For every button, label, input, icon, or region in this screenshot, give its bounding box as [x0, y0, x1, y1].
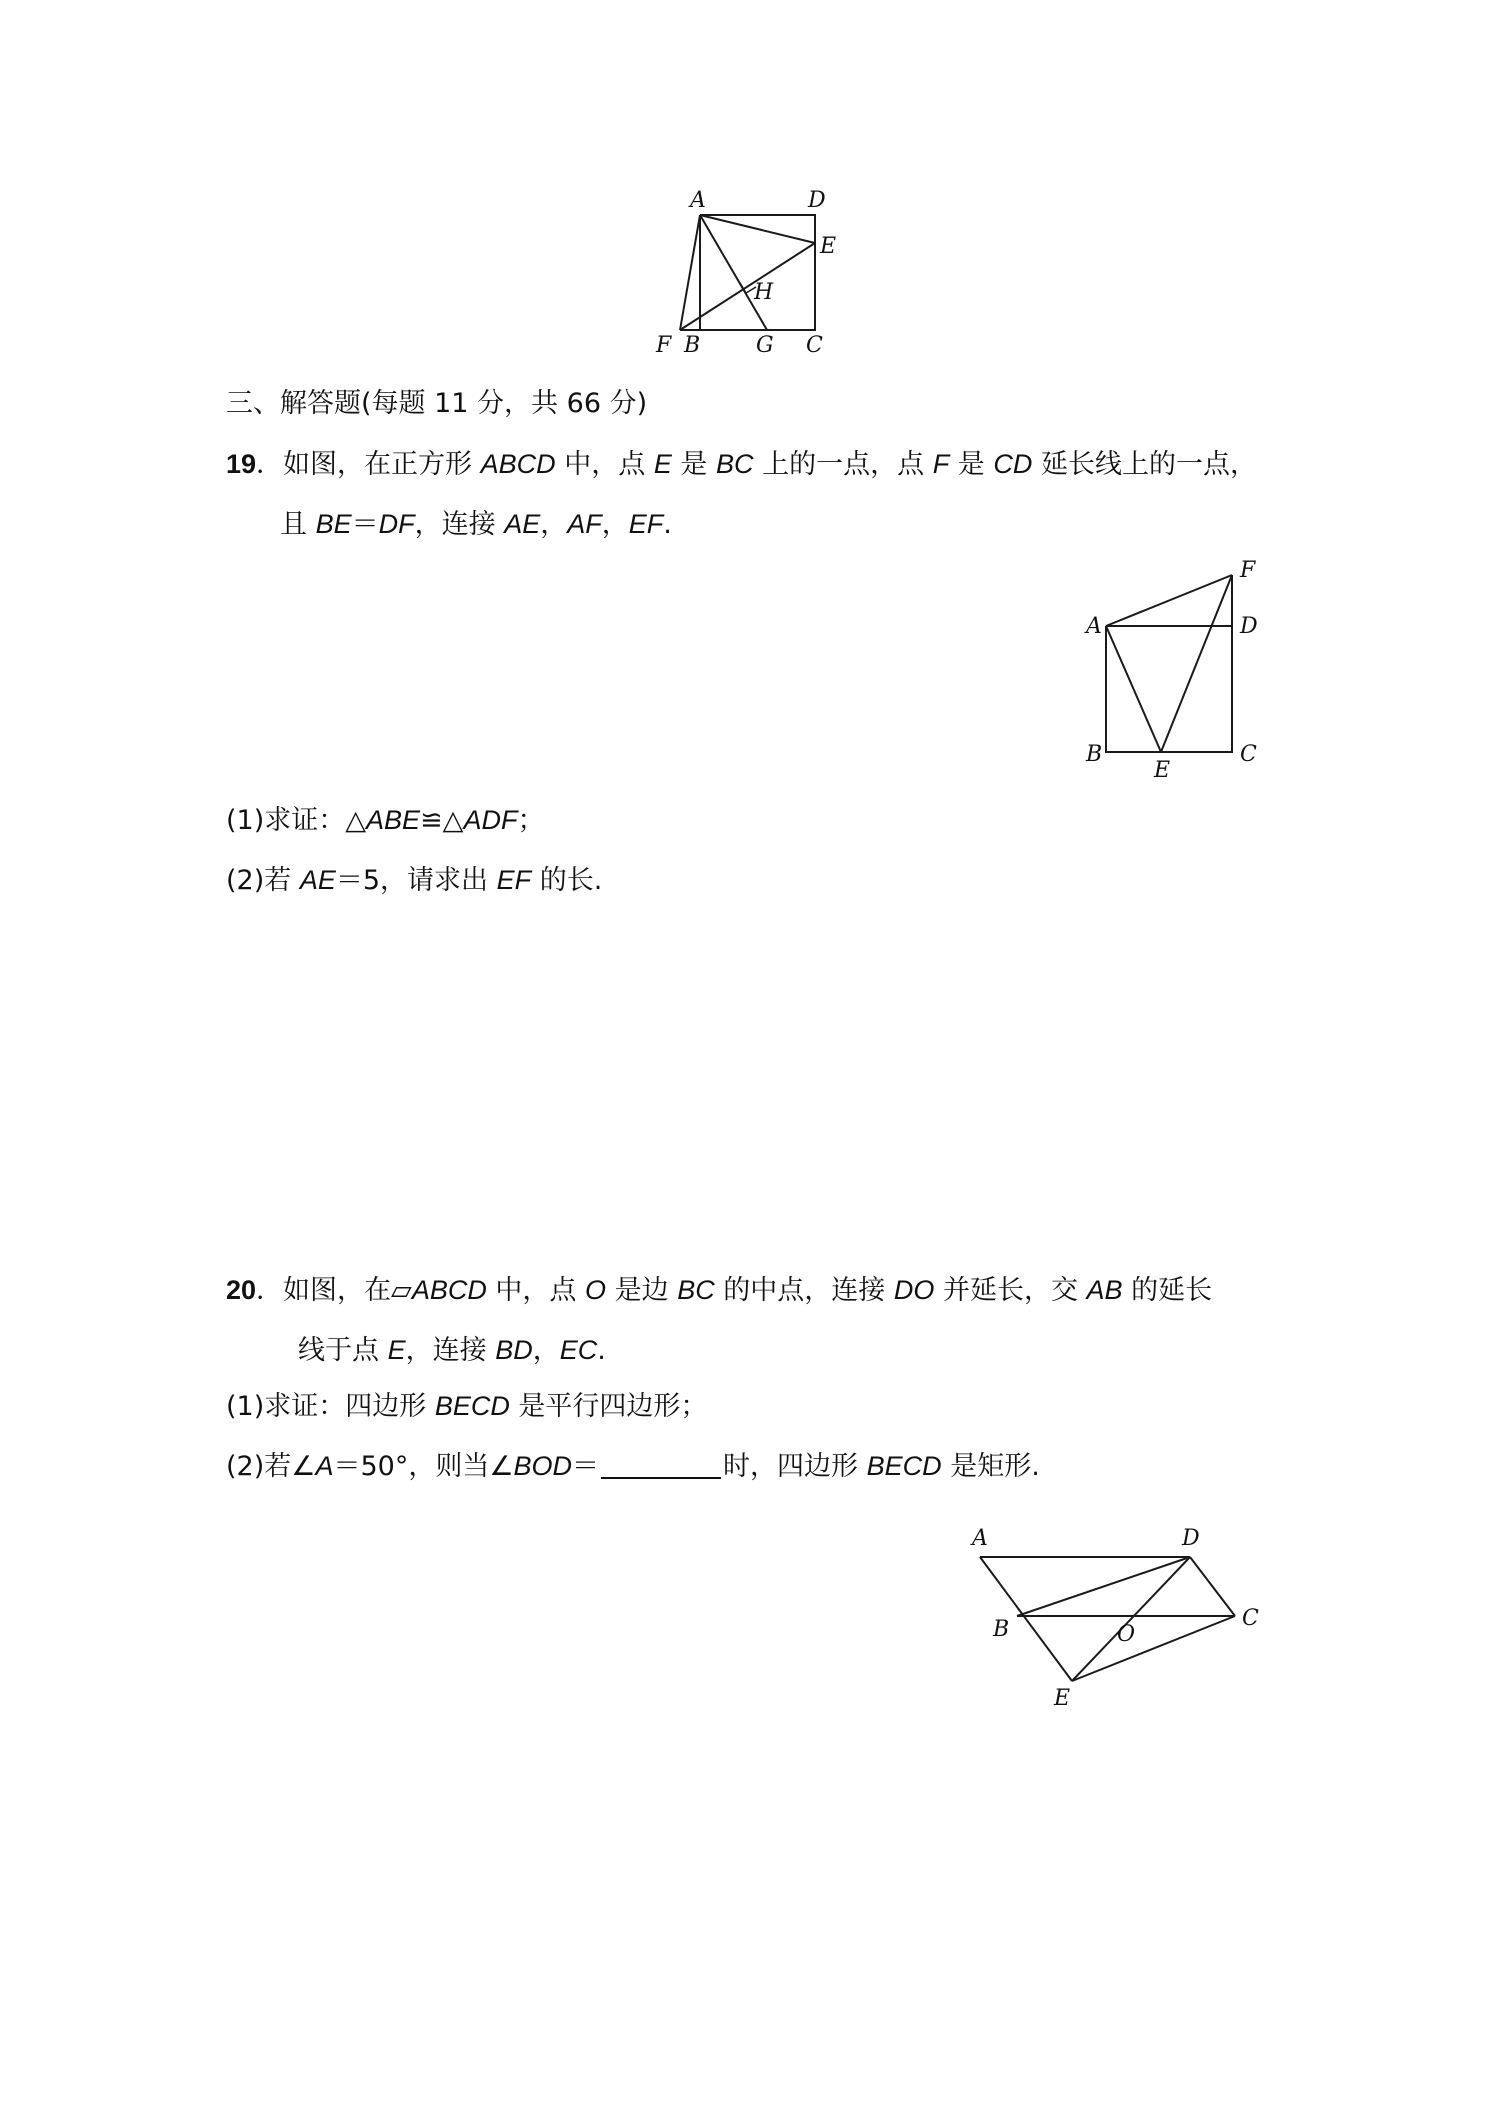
q20-part2: (2)若∠A＝50°，则当∠BOD＝ 时，四边形 BECD 是矩形. [226, 1451, 1040, 1482]
q20-line2: 线于点 E，连接 BD，EC. [298, 1335, 606, 1366]
label-o: O [1117, 1622, 1136, 1647]
label-f: F [1240, 558, 1256, 583]
label-d: D [808, 188, 826, 213]
figure-q20 [960, 1515, 1280, 1715]
q20-number: 20 [226, 1275, 257, 1305]
q19-part1: (1)求证：△ABE≌△ADF； [226, 805, 545, 836]
answer-blank[interactable] [601, 1449, 721, 1479]
segment-ef [1161, 575, 1232, 752]
label-b: B [684, 333, 701, 358]
segment-ec [1072, 1616, 1235, 1681]
label-a: A [690, 188, 706, 213]
label-e: E [1054, 1686, 1071, 1711]
section-title: 三、解答题(每题 11 分，共 66 分) [226, 388, 648, 419]
label-c: C [806, 333, 823, 358]
q20-part1: (1)求证：四边形 BECD 是平行四边形； [226, 1391, 708, 1422]
segment-af [680, 215, 700, 330]
label-c: C [1242, 1606, 1259, 1631]
label-a: A [972, 1526, 988, 1551]
q20-line1: 20．如图，在▱ABCD 中，点 O 是边 BC 的中点，连接 DO 并延长，交 AB 的延长 [226, 1275, 1213, 1306]
figure-square-fbgc [640, 185, 860, 365]
q19-part2: (2)若 AE＝5，请求出 EF 的长. [226, 865, 603, 896]
segment-ag [700, 215, 767, 330]
label-f: F [656, 333, 672, 358]
q19-line2: 且 BE＝DF，连接 AE，AF，EF. [280, 509, 672, 540]
label-e: E [820, 234, 837, 259]
segment-de [1072, 1557, 1190, 1681]
figure-1-svg [640, 185, 860, 365]
label-b: B [1086, 742, 1103, 767]
segment-dc [1190, 1557, 1235, 1616]
label-c: C [1240, 742, 1257, 767]
q19-line1: 19．如图，在正方形 ABCD 中，点 E 是 BC 上的一点，点 F 是 CD 延长线上的一点， [226, 449, 1257, 480]
label-d: D [1182, 1526, 1200, 1551]
label-h: H [754, 280, 774, 305]
label-a: A [1086, 614, 1102, 639]
figure-q20-svg [960, 1515, 1280, 1715]
figure-q19-svg [1070, 555, 1270, 785]
segment-af [1106, 575, 1232, 626]
q19-number: 19 [226, 449, 257, 479]
segment-ae [1106, 626, 1161, 752]
segment-ae [700, 215, 815, 243]
figure-q19 [1070, 555, 1270, 785]
label-e: E [1154, 758, 1171, 783]
label-b: B [993, 1617, 1010, 1642]
label-d: D [1240, 614, 1258, 639]
label-g: G [756, 333, 774, 358]
segment-bd [1017, 1557, 1190, 1616]
